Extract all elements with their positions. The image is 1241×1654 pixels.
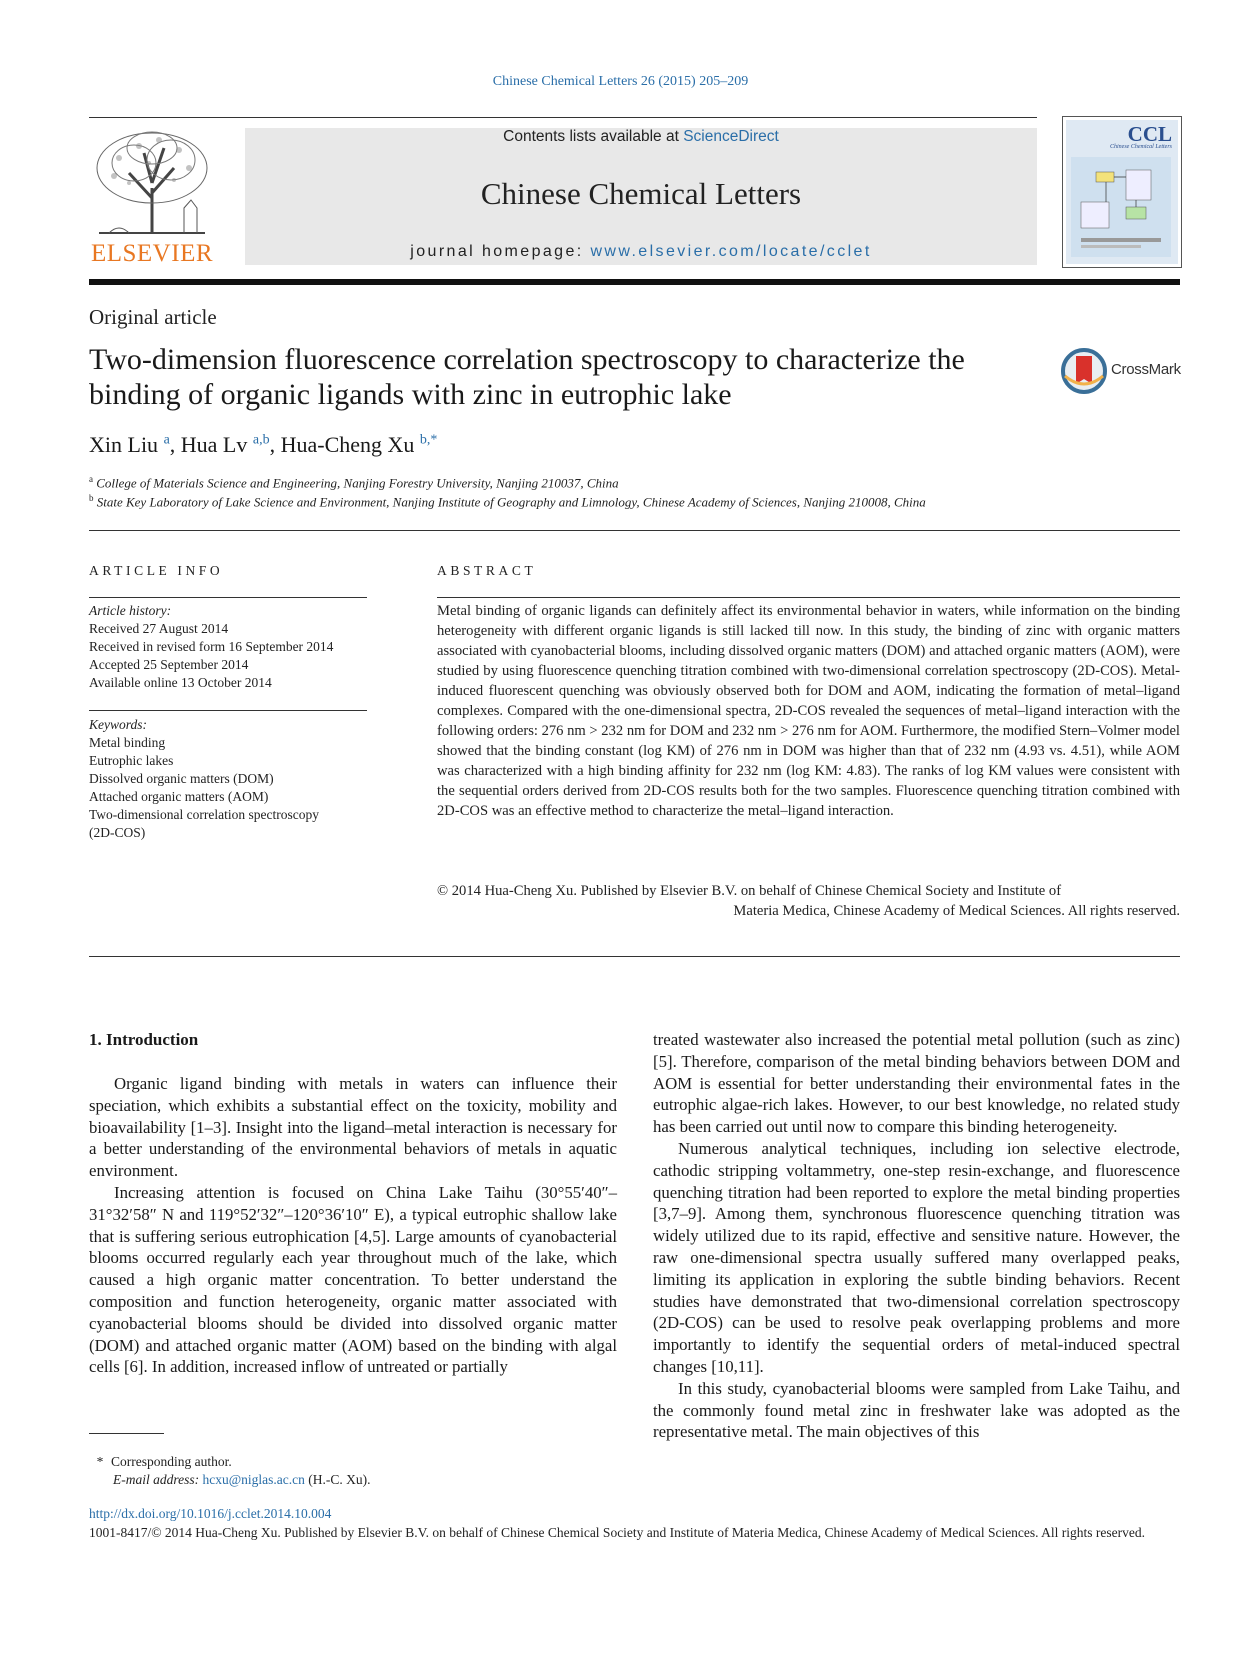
journal-cover-thumbnail[interactable] <box>1062 116 1182 268</box>
keywords <box>89 716 367 842</box>
email-label: E-mail address: <box>113 1472 203 1487</box>
doi-link[interactable]: http://dx.doi.org/10.1016/j.cclet.2014.10.004 <box>89 1506 332 1521</box>
history-item: Available online 13 October 2014 <box>89 675 272 690</box>
paragraph: Increasing attention is focused on China Lake Taihu (30°55′40″–31°32′58″ N and 119°52′32″–120°36′10″ E), a typical eutrophic shallow lake that is suffering serious eutrophication [4,5]. Large amounts of cyanobacterial blooms occurred regularly each year throughout much of the lake, which caused a high organic matter concentration. To better understand the composition and function heterogeneity, organic matter associated with cyanobacterial blooms should be divided into dissolved organic matter (DOM) and attached organic matter (AOM) based on the binding with algal cells [6]. In addition, increased inflow of untreated or partially <box>89 1182 617 1377</box>
abstract-bottom-rule <box>89 956 1180 957</box>
section-heading-introduction: 1. Introduction <box>89 1030 199 1049</box>
sciencedirect-link[interactable]: ScienceDirect <box>683 128 779 145</box>
keyword-item: Metal binding <box>89 735 166 750</box>
abstract-heading: ABSTRACT <box>437 563 537 578</box>
history-item: Received in revised form 16 September 2014 <box>89 639 334 654</box>
paragraph: Organic ligand binding with metals in waters can influence their speciation, which exhibits a substantial effect on the toxicity, mobility and bioavailability [1–3]. Insight into the ligand–metal interaction is necessary for a better understanding of the environmental behaviors of metals in aquatic environment. <box>89 1074 617 1181</box>
issn-copyright: 1001-8417/© 2014 Hua-Cheng Xu. Published by Elsevier B.V. on behalf of Chinese Chemical Society and Institute of Materia Medica, Chinese Academy of Medical Sciences. All rights reserved. <box>89 1525 1146 1540</box>
paragraph: Numerous analytical techniques, including ion selective electrode, cathodic stripping voltammetry, one-step resin-exchange, and fluorescence quenching titration had been reported to explore the metal binding properties [3,7–9]. Among them, synchronous fluorescence quenching titration was widely utilized due to its rapid, effective and sensitive nature. However, the raw one-dimensional spectra usually suffered many overlapped peaks, limiting its application in exploring the subtle binding behaviors. Recent studies have demonstrated that two-dimensional correlation spectroscopy (2D-COS) can be used to resolve peak overlapping problems and more importantly to identify the sequential orders of metal-induced spectral changes [10,11]. <box>653 1138 1180 1376</box>
copyright-line: © 2014 Hua-Cheng Xu. Published by Elsevier B.V. on behalf of Chinese Chemical Society and Institute of <box>437 883 1062 899</box>
keyword-item: Two-dimensional correlation spectroscopy <box>89 807 319 822</box>
footnote-rule <box>89 1433 164 1434</box>
paragraph: In this study, cyanobacterial blooms were sampled from Lake Taihu, and the commonly found metal zinc in freshwater lake was adopted as the representative metal. The main objectives of this <box>653 1378 1180 1442</box>
header-thick-rule <box>89 279 1180 285</box>
paragraph: treated wastewater also increased the potential metal pollution (such as zinc) [5]. Therefore, comparison of the metal binding behaviors between DOM and AOM is essential for better understanding their environmental fates in the eutrophic algae-rich lakes. However, to our best knowledge, no related study has been carried out until now to compare this binding heterogeneity. <box>653 1030 1180 1137</box>
cover-title: CCL <box>1127 122 1172 146</box>
author-name[interactable]: Hua-Cheng Xu <box>280 432 415 457</box>
author-name[interactable]: Xin Liu <box>89 432 159 457</box>
affiliation-text: College of Materials Science and Engineering, Nanjing Forestry University, Nanjing 210037, China <box>96 475 619 491</box>
email-link[interactable]: hcxu@niglas.ac.cn <box>202 1472 305 1487</box>
history-item: Accepted 25 September 2014 <box>89 657 249 672</box>
keyword-item: (2D-COS) <box>89 825 146 840</box>
article-info-heading: ARTICLE INFO <box>89 563 224 578</box>
contents-line <box>245 128 1037 146</box>
abstract-text: Metal binding of organic ligands can definitely affect its environmental behavior in waters, while information on the binding heterogeneity with different organic ligands is still lacked till now. In this study, the binding of zinc with organic matters associated with cyanobacterial blooms, including dissolved organic matters (DOM) and attached organic matters (AOM), were studied by using fluorescence quenching titration combined with two-dimensional correlation spectroscopy (2D-COS). Metal-induced fluorescent quenching was obviously observed both for DOM and AOM, indicating the formation of metal–ligand complexes. Compared with the one-dimensional spectra, 2D-COS revealed the sequences of metal–ligand interaction with the following orders: 276 nm > 232 nm for DOM and 232 nm > 276 nm for AOM. Furthermore, the modified Stern–Volmer model showed that the binding constant (log KM) of 276 nm in DOM was higher than that of 232 nm (4.93 vs. 4.51), while AOM was characterized with a high binding affinity for 232 nm (log KM: 4.83). The ranks of log KM values were consistent with the sequential orders derived from 2D-COS results both for the two samples. Fluorescence quenching titration combined with 2D-COS was an effective method to characterize the metal–ligand interaction. <box>437 603 1180 819</box>
body-column-right <box>653 1029 1180 1443</box>
affiliation-text: State Key Laboratory of Lake Science and Environment, Nanjing Institute of Geography and Limnology, Chinese Academy of Sciences, Nanjing 210008, China <box>96 494 926 510</box>
journal-title: Chinese Chemical Letters <box>480 176 802 211</box>
elsevier-tree-icon <box>89 128 215 236</box>
author-affil-marker[interactable]: a,b <box>252 432 270 448</box>
article-info-rule <box>89 597 367 598</box>
journal-banner <box>245 128 1037 265</box>
cover-body <box>1066 120 1178 264</box>
article-type: Original article <box>89 305 217 329</box>
keywords-rule <box>89 710 367 711</box>
journal-citation[interactable]: Chinese Chemical Letters 26 (2015) 205–209 <box>492 74 749 89</box>
homepage-link[interactable]: www.elsevier.com/locate/cclet <box>590 243 872 260</box>
crossmark-label: CrossMark <box>1111 361 1181 378</box>
crossmark-icon <box>1061 348 1107 394</box>
cover-subtitle: Chinese Chemical Letters <box>1110 144 1172 150</box>
homepage-prefix: journal homepage: <box>410 243 591 260</box>
title-bottom-rule <box>89 530 1180 531</box>
affiliation <box>89 474 619 491</box>
affiliation <box>89 493 926 510</box>
elsevier-wordmark: ELSEVIER <box>90 240 214 267</box>
author-affil-marker[interactable]: b,* <box>419 432 438 448</box>
keyword-item: Attached organic matters (AOM) <box>89 789 269 804</box>
cover-graphic-icon <box>1066 152 1176 262</box>
crossmark-badge[interactable] <box>1061 348 1186 394</box>
abstract-rule <box>437 597 1180 598</box>
footnote-marker: * <box>96 1454 104 1469</box>
affiliation-marker: b <box>89 493 94 503</box>
email-suffix: (H.-C. Xu). <box>304 1472 371 1487</box>
header-top-rule <box>89 117 1037 118</box>
author-list: Xin Liu $^a$, Hua Lv $^{a,b}$, Hua-Cheng Xu $^{b,*}$ <box>89 432 438 457</box>
article-history <box>89 602 367 692</box>
abstract-copyright <box>437 881 1180 921</box>
journal-homepage <box>245 243 1037 261</box>
body-column-left <box>89 1073 617 1378</box>
footnote-label: Corresponding author. <box>111 1454 232 1469</box>
affiliation-marker: a <box>89 474 93 484</box>
elsevier-logo[interactable] <box>89 128 215 268</box>
contents-prefix: Contents lists available at <box>503 128 684 145</box>
author-name[interactable]: Hua Lv <box>180 432 248 457</box>
article-title: Two-dimension fluorescence correlation spectroscopy to characterize the binding of organic ligands with zinc in eutrophic lake <box>89 343 965 411</box>
keyword-item: Eutrophic lakes <box>89 753 174 768</box>
keywords-label: Keywords: <box>89 717 147 732</box>
history-item: Received 27 August 2014 <box>89 621 229 636</box>
keyword-item: Dissolved organic matters (DOM) <box>89 771 274 786</box>
copyright-line: Materia Medica, Chinese Academy of Medical Sciences. All rights reserved. <box>733 903 1180 919</box>
author-affil-marker[interactable]: a <box>163 432 170 448</box>
history-label: Article history: <box>89 603 172 618</box>
corresponding-author-footnote <box>89 1453 371 1489</box>
